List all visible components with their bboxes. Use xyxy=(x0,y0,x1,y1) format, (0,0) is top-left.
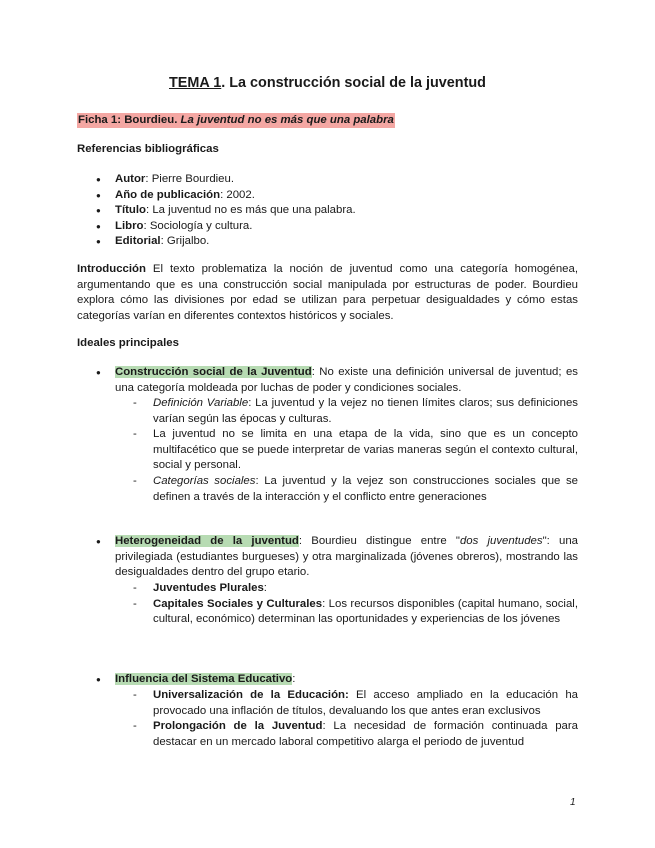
list-item xyxy=(133,688,578,719)
subitem-key: Juventudes Plurales xyxy=(153,582,264,594)
page-number: 1 xyxy=(570,797,576,808)
subitem-key: Categorías sociales xyxy=(153,474,256,487)
topic-label: TEMA 1 xyxy=(169,75,222,91)
ref-key: Autor xyxy=(115,173,146,185)
list-item xyxy=(133,719,578,750)
section-text-italic: dos juventudes xyxy=(459,535,543,547)
ficha-work: La juventud no es más que una palabra xyxy=(180,114,394,126)
ref-value: : 2002. xyxy=(220,188,255,201)
title-text: . La construcción social de la juventud xyxy=(221,75,486,91)
section-educativo xyxy=(115,672,578,688)
section-heterogeneidad xyxy=(115,534,578,581)
subitem-key: Universalización de la Educación: xyxy=(153,689,349,701)
ref-value: : La juventud no es más que una palabra. xyxy=(146,204,356,217)
intro-label: Introducción xyxy=(77,263,146,275)
subitem-text: : La juventud y la vejez son construcciones sociales que se definen a través de la interacción y el conflicto entre generaciones xyxy=(153,474,578,503)
bullet-icon: ● xyxy=(96,368,101,377)
ref-key: Libro xyxy=(115,219,144,232)
subitem-text: El acceso ampliado en la educación ha provocado una inflación de títulos, devaluando los que antes eran exclusivos xyxy=(153,689,578,717)
list-item xyxy=(133,581,578,597)
section-title: Influencia del Sistema Educativo xyxy=(115,673,293,685)
section-title: Construcción social de la Juventud xyxy=(115,366,312,378)
subitem-text: : La juventud y la vejez no tienen límites claros; sus definiciones varían según las épocas y culturas. xyxy=(153,397,578,425)
ref-value: : Grijalbo. xyxy=(160,235,210,248)
ficha-label: Ficha 1: Bourdieu. xyxy=(78,114,181,126)
ref-key: Editorial xyxy=(115,235,161,248)
section-2-subitems xyxy=(133,581,578,628)
page-title xyxy=(0,75,655,91)
list-item xyxy=(96,219,356,235)
intro-text: El texto problematiza la noción de juventud como una categoría homogénea, argumentando que es una construcción social manipulada por estructuras de poder. Bourdieu explora cómo las divisiones por edad se utilizan para perpetuar desigualdades y cómo estas categorías varían en diferentes contextos históricos y sociales. xyxy=(77,263,578,322)
list-item xyxy=(133,427,578,474)
ficha-heading xyxy=(77,113,395,128)
list-item xyxy=(96,172,356,188)
section-text: : No existe una definición universal de juventud; es una categoría moldeada por luchas de poder y condiciones sociales. xyxy=(115,366,578,394)
references-list xyxy=(96,172,356,250)
references-heading: Referencias bibliográficas xyxy=(77,143,219,155)
section-text: : xyxy=(292,673,296,685)
subitem-key: Prolongación de la Juventud xyxy=(153,720,323,733)
subitem-text: : Los recursos disponibles (capital humano, social, cultural, económico) determinan las oportunidades y experiencias de los jóvenes xyxy=(153,597,578,626)
ref-value: : Sociología y cultura. xyxy=(143,219,253,232)
list-item xyxy=(133,474,578,505)
list-item xyxy=(96,203,356,219)
section-text-b: ": una privilegiada (estudiantes burgueses) y otra marginalizada (jóvenes obreros), mostrando las desigualdades dentro del grupo etario. xyxy=(115,535,578,579)
subitem-text: : La necesidad de formación continuada para destacar en un mercado laboral competitivo alarga el periodo de juventud xyxy=(153,720,578,748)
subitem-key: Capitales Sociales y Culturales xyxy=(153,597,323,610)
ref-key: Título xyxy=(115,204,146,217)
introduction-paragraph xyxy=(77,262,578,324)
list-item xyxy=(133,396,578,427)
subitem-text: : xyxy=(263,582,267,594)
bullet-icon: ● xyxy=(96,675,101,684)
list-item xyxy=(96,234,356,250)
list-item xyxy=(96,188,356,204)
section-1-subitems xyxy=(133,396,578,505)
ref-value: : Pierre Bourdieu. xyxy=(145,173,235,185)
subitem-text: La juventud no se limita en una etapa de la vida, sino que es un concepto multifacético que se puede interpretar de varias maneras según el contexto cultural, social y personal. xyxy=(153,428,578,472)
section-title: Heterogeneidad de la juventud xyxy=(115,535,299,547)
ref-key: Año de publicación xyxy=(115,188,221,201)
section-construccion xyxy=(115,365,578,396)
subitem-key: Definición Variable xyxy=(153,397,249,409)
section-3-subitems xyxy=(133,688,578,750)
section-text-a: : Bourdieu distingue entre " xyxy=(298,535,460,547)
ideas-heading: Ideales principales xyxy=(77,337,179,349)
bullet-icon: ● xyxy=(96,537,101,546)
list-item xyxy=(133,597,578,628)
